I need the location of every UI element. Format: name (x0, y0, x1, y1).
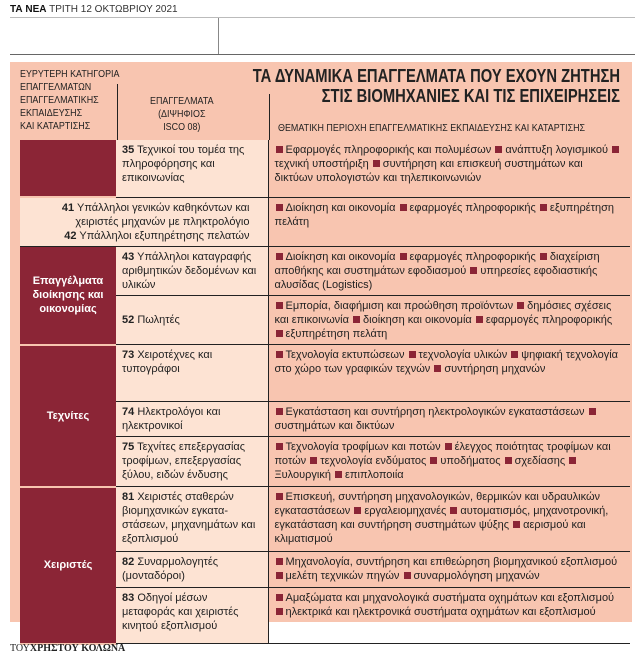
thematic-area: συντήρηση μηχανών (444, 363, 546, 375)
thematic-area: Εμπορία, διαφήμιση και προώθηση προϊόντων (285, 300, 514, 312)
thematic-area: αερισμού και κλιματισμού (274, 519, 586, 545)
title-line: ΣΤΙΣ ΒΙΟΜΗΧΑΝΙΕΣ ΚΑΙ ΤΙΣ ΕΠΙΧΕΙΡΗΣΕΙΣ (321, 86, 620, 106)
isco-code: 81 (122, 491, 135, 503)
occupation-cell (116, 247, 268, 296)
occupation-name: Πωλητές (137, 314, 180, 326)
occupation-cell (116, 140, 268, 197)
table-row (20, 247, 630, 296)
thematic-area: έλεγχος ποιότητας τροφίμων και ποτών (274, 441, 611, 467)
isco-code: 52 (122, 314, 135, 326)
bullet-icon (495, 146, 502, 153)
table-row (20, 487, 630, 552)
bullet-icon (276, 330, 283, 337)
bullet-icon (276, 558, 283, 565)
bullet-icon (569, 457, 576, 464)
bullet-icon (505, 457, 512, 464)
header-category (20, 68, 119, 133)
bullet-icon (276, 204, 283, 211)
header-thematic-area: ΘΕΜΑΤΙΚΗ ΠΕΡΙΟΧΗ ΕΠΑΓΓΕΛΜΑΤΙΚΗΣ ΕΚΠΑΙΔΕΥΣΗΣ ΚΑΙ ΚΑΤΑΡΤΙΣΗΣ (278, 122, 586, 134)
byline (10, 643, 125, 654)
bullet-icon (400, 253, 407, 260)
thematic-area: εξυπηρέτηση πελάτη (285, 328, 388, 340)
thematic-area-cell (268, 402, 630, 437)
thematic-area: επιπλοποιία (345, 469, 404, 481)
bullet-icon (276, 608, 283, 615)
thematic-area: τεχνολογία υλικών (418, 349, 508, 361)
occupations-table (20, 140, 630, 645)
occupation-cell (116, 402, 268, 437)
thematic-area: ηλεκτρικά και ηλεκτρονικά συστήματα οχημάτων και εξοπλισμού (285, 606, 596, 618)
isco-code: 35 (122, 144, 135, 156)
bullet-icon (513, 521, 520, 528)
bullet-icon (445, 443, 452, 450)
table-row (20, 197, 630, 247)
thematic-area: μελέτη τεχνικών πηγών (285, 570, 400, 582)
thematic-area-cell (268, 296, 630, 345)
thematic-area: υπηρεσίες εφοδιαστικής αλυσίδας (Logistics) (274, 265, 598, 291)
isco-code: 42 (64, 230, 77, 242)
masthead (10, 4, 178, 15)
occupation-name: Οδηγοί μέσων μεταφοράς και χειριστές κινητού εξοπλισμού (122, 592, 239, 632)
occupation-cell (116, 437, 268, 487)
bullet-icon (400, 204, 407, 211)
paper-name: ΤΑ ΝΕΑ (10, 4, 47, 15)
bullet-icon (404, 572, 411, 579)
byline-prefix: ΤΟΥ (10, 643, 30, 654)
isco-code: 73 (122, 349, 135, 361)
occupation-cell (116, 552, 268, 588)
bullet-icon (276, 443, 283, 450)
bullet-icon (373, 160, 380, 167)
thematic-area-cell (268, 487, 630, 552)
occupation-name: Τεχνίτες επεξεργασίας τροφίμων, επεξεργασίας ξύλου, ειδών ένδυσης (122, 441, 246, 481)
table-row (20, 345, 630, 402)
thematic-area: τεχνολογία ενδύματος (320, 455, 427, 467)
occupation-name: Υπάλληλοι εξυπηρέτησης πελατών (79, 230, 250, 242)
thematic-area: δημόσιες σχέσεις και επικοινωνία (274, 300, 612, 326)
bullet-icon (612, 146, 619, 153)
category-cell (20, 140, 116, 197)
header-line: ΕΥΡΥΤΕΡΗ ΚΑΤΗΓΟΡΙΑ (20, 68, 120, 80)
bullet-icon (276, 351, 283, 358)
occupation-name: Συναρμολογητές (μονταδόροι) (122, 556, 219, 582)
bullet-icon (276, 572, 283, 579)
thematic-area: διοίκηση και οικονομία (363, 314, 472, 326)
thematic-area: υποδήματος (440, 455, 501, 467)
infographic-table (10, 62, 632, 632)
bullet-icon (276, 253, 283, 260)
bullet-icon (310, 457, 317, 464)
bullet-icon (276, 493, 283, 500)
thematic-area: Αμαξώματα και μηχανολογικά συστήματα οχημάτων και εξοπλισμού (285, 592, 615, 604)
bullet-icon (470, 267, 477, 274)
thematic-area: συστημάτων και δικτύων (274, 420, 395, 432)
thematic-area-cell (268, 197, 630, 247)
bullet-icon (335, 471, 342, 478)
issue-date: ΤΡΙΤΗ 12 ΟΚΤΩΒΡΙΟΥ 2021 (49, 4, 178, 15)
divider (10, 54, 635, 55)
header-line: ΕΠΑΓΓΕΛΜΑΤΙΚΗΣ (20, 94, 99, 106)
header-line: ΚΑΙ ΚΑΤΑΡΤΙΣΗΣ (20, 120, 91, 132)
thematic-area: εργαλειομηχανές (364, 505, 447, 517)
bullet-icon (517, 302, 524, 309)
occupation-name: Χειριστές σταθερών βιομηχανικών εγκατα-στάσεων, μηχανημάτων και εξοπλισμού (122, 491, 256, 545)
bullet-icon (276, 408, 283, 415)
category-cell: Επαγγέλματα διοίκησης και οικονομίας (20, 247, 116, 345)
thematic-area: εξυπηρέτηση πελάτη (274, 201, 615, 228)
isco-code: 83 (122, 592, 135, 604)
thematic-area-cell (268, 345, 630, 402)
thematic-area: σχεδίασης (514, 455, 566, 467)
bullet-icon (276, 146, 283, 153)
isco-code: 82 (122, 556, 135, 568)
occupation-cell (116, 588, 268, 644)
byline-author: ΧΡΗΣΤΟΥ ΚΟΛΩΝΑ (29, 643, 126, 654)
page-title (161, 66, 620, 106)
bullet-icon (430, 457, 437, 464)
thematic-area: Μηχανολογία, συντήρηση και επιθεώρηση βιομηχανικού εξοπλισμού (285, 556, 618, 568)
bullet-icon (540, 253, 547, 260)
isco-code: 43 (122, 251, 135, 263)
thematic-area-cell (268, 588, 630, 644)
thematic-area: Τεχνολογία τροφίμων και ποτών (285, 441, 441, 453)
isco-code: 75 (122, 441, 135, 453)
thematic-area: εφαρμογές πληροφορικής (409, 251, 536, 263)
thematic-area: αυτοματισμός, μηχανοτρονική, εγκατάσταση και συντήρηση συστημάτων ψύξης (274, 505, 609, 531)
thematic-area: Εφαρμογές πληροφορικής και πολυμέσων (285, 144, 492, 156)
thematic-area-cell (268, 437, 630, 487)
occupation-name: Υπάλληλοι καταγραφής αριθμητικών δεδομένων και υλικών (122, 251, 257, 291)
thematic-area: συντήρηση και επισκευή συστημάτων και δικτύων υπολογιστών και τηλεπικοινωνιών (274, 158, 583, 184)
thematic-area: εφαρμογές πληροφορικής (409, 201, 536, 214)
thematic-area: Επισκευή, συντήρηση μηχανολογικών, θερμικών και υδραυλικών εγκαταστάσεων (274, 491, 601, 517)
occupation-cell (116, 487, 268, 552)
bullet-icon (409, 351, 416, 358)
isco-code: 41 (61, 202, 75, 214)
thematic-area: εφαρμογές πληροφορικής (485, 314, 613, 326)
bullet-icon (540, 204, 547, 211)
thematic-area: ψηφιακή τεχνολογία στο χώρο των γραφικών τεχνών (274, 349, 619, 375)
occupation-cell (116, 296, 268, 345)
bullet-icon (276, 302, 283, 309)
divider (10, 17, 635, 18)
thematic-area-cell (268, 552, 630, 588)
header-line: (ΔΙΨΗΦΙΟΣ (158, 108, 206, 120)
title-line: ΤΑ ΔΥΝΑΜΙΚΑ ΕΠΑΓΓΕΛΜΑΤΑ ΠΟΥ ΕΧΟΥΝ ΖΗΤΗΣΗ (252, 66, 620, 86)
bullet-icon (476, 316, 483, 323)
thematic-area: διαχείριση αποθήκης και συστημάτων εφοδιασμού (274, 251, 600, 277)
occupation-name: Χειροτέχνες και τυπογράφοι (122, 349, 213, 375)
occupation-name: Υπάλληλοι γενικών καθηκόντων και χειριστές μηχανών με πληκτρολόγιο (75, 202, 250, 228)
thematic-area: τεχνική υποστήριξη (274, 158, 369, 170)
thematic-area: Διοίκηση και οικονομία (285, 201, 396, 214)
bullet-icon (434, 365, 441, 372)
divider (218, 18, 219, 54)
occupation-name: Τεχνικοί του τομέα της πληροφόρησης και επικοινωνίας (122, 144, 245, 184)
header-line: ΕΠΑΓΓΕΛΜΑΤΩΝ (20, 81, 92, 93)
thematic-area: Τεχνολογία εκτυπώσεων (285, 349, 405, 361)
thematic-area: ανάπτυξη λογισμικού (505, 144, 609, 156)
bullet-icon (354, 507, 361, 514)
category-cell: Χειριστές (20, 487, 116, 644)
occupation-name: Ηλεκτρολόγοι και ηλεκτρονικοί (122, 406, 221, 432)
thematic-area: Εγκατάσταση και συντήρηση ηλεκτρολογικών εγκαταστάσεων (285, 406, 585, 418)
category-cell: Τεχνίτες (20, 345, 116, 487)
header-line: ΕΚΠΑΙΔΕΥΣΗΣ (20, 107, 83, 119)
thematic-area: Ξυλουργική (274, 469, 331, 481)
bullet-icon (450, 507, 457, 514)
thematic-area-cell (268, 140, 630, 197)
thematic-area: Διοίκηση και οικονομία (285, 251, 396, 263)
bullet-icon (276, 594, 283, 601)
bullet-icon (511, 351, 518, 358)
header-line: ΕΠΑΓΓΕΛΜΑΤΑ (150, 95, 214, 107)
occupation-cell (20, 197, 268, 247)
occupation-cell (116, 345, 268, 402)
thematic-area-cell (268, 247, 630, 296)
isco-code: 74 (122, 406, 135, 418)
table-row (20, 140, 630, 197)
bullet-icon (589, 408, 596, 415)
thematic-area: συναρμολόγηση μηχανών (413, 570, 540, 582)
header-rule (117, 84, 118, 140)
header-line: ISCO 08) (163, 121, 201, 133)
bullet-icon (353, 316, 360, 323)
